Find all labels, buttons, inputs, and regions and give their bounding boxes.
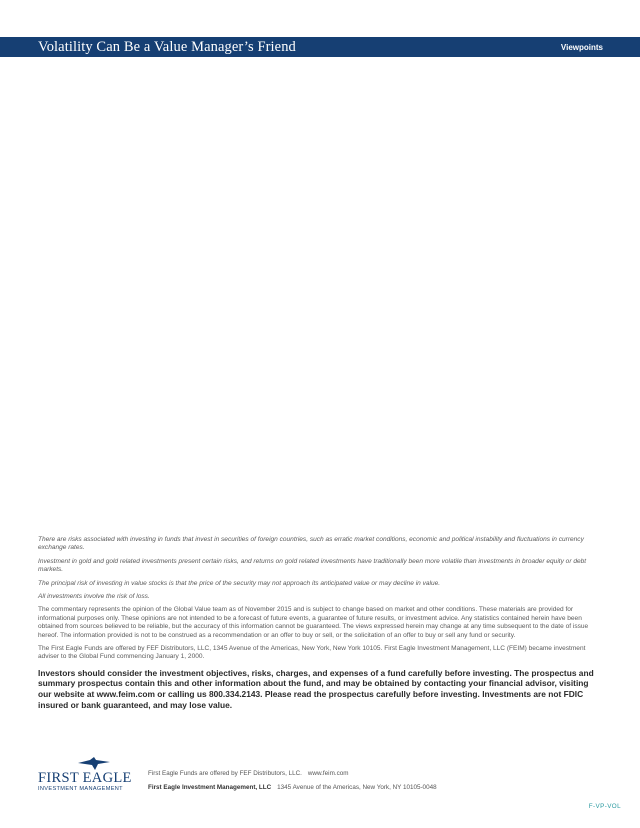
risk-foreign-text: There are risks associated with investing in funds that invest in securities of foreign countries, such as erratic market conditions, economic and political instability and fluctuations in currency exchange rates. bbox=[38, 536, 584, 552]
first-eagle-logo bbox=[38, 757, 134, 797]
firm-address: 1345 Avenue of the Americas, New York, NY 10105-0048 bbox=[277, 784, 437, 791]
page-title: Volatility Can Be a Value Manager’s Friend bbox=[38, 38, 296, 55]
eagle-icon bbox=[76, 757, 112, 771]
section-label: Viewpoints bbox=[560, 42, 603, 52]
offered-by-text: The First Eagle Funds are offered by FEF Distributors, LLC, 1345 Avenue of the Americas, New York, New York 10105. First Eagle Investment Management, LLC (FEIM) became investment adviser to the Global Fund commencing January 1, 2000. bbox=[38, 645, 586, 661]
commentary-text: The commentary represents the opinion of the Global Value team as of November 2015 and is subject to change based on market and other conditions. These materials are provided for informational purposes only. These opinions are not intended to be a forecast of future events, a guarantee of future results, or investment advice. Any statistics contained herein have been obtained from sources believed to be reliable, but the accuracy of this information cannot be guaranteed. The views expressed herein may change at any time subsequent to the date of issue hereof. The information provided is not to be construed as a recommendation or an offer to buy or sell, or the solicitation of an offer to buy or sell any fund or security. bbox=[38, 606, 589, 639]
footer bbox=[38, 757, 608, 797]
firm-name: First Eagle Investment Management, LLC bbox=[148, 784, 272, 791]
footer-firm-line bbox=[148, 784, 437, 791]
logo-subtitle: INVESTMENT MANAGEMENT bbox=[38, 786, 123, 792]
risk-value-text: The principal risk of investing in value stocks is that the price of the security may not approach its anticipated value or may decline in value. bbox=[38, 579, 441, 587]
logo-name: FIRST EAGLE bbox=[38, 770, 132, 786]
header-bar bbox=[0, 37, 640, 57]
document-code: F-VP-VOL bbox=[588, 803, 621, 810]
website-link[interactable]: www.feim.com bbox=[307, 770, 349, 777]
risk-all-text: All investments involve the risk of loss. bbox=[38, 593, 150, 601]
disclosures bbox=[38, 536, 601, 715]
investors-notice: Investors should consider the investment objectives, risks, charges, and expenses of a fund carefully before investing. The prospectus and summary prospectus contain this and other information about the fund, and may be obtained by contacting your financial advisor, visiting our website at www.feim.com or calling us 800.334.2143. Please read the prospectus carefully before investing. Investments are not FDIC insured or bank guaranteed, and may lose value. bbox=[38, 667, 594, 710]
footer-distributor-line bbox=[148, 770, 348, 777]
distributor-text: First Eagle Funds are offered by FEF Distributors, LLC. bbox=[148, 770, 302, 777]
risk-gold-text: Investment in gold and gold related investments present certain risks, and returns on gold related investments have traditionally been more volatile than investments in broader equity or debt markets. bbox=[38, 557, 587, 574]
